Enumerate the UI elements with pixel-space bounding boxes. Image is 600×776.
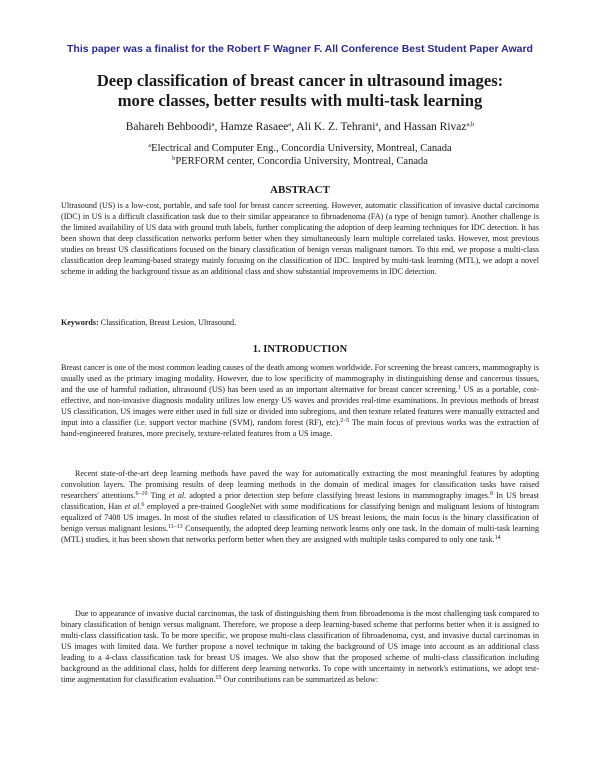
- title-line-1: Deep classification of breast cancer in ultrasound images:: [96, 71, 504, 90]
- citation-ref[interactable]: 11–13: [167, 524, 183, 530]
- title-line-2: more classes, better results with multi-task learning: [117, 91, 483, 110]
- text-run: Breast cancer is one of the most common leading causes of the death among women worldwide. For screening the breast cancers, mammography is usually used as the primary imaging modality. However, due to low specificity of mammography in distinguishing dense and cancerous tissues, and the use of harmful radiation, ultrasound (US) has been used as an important alternative for breast cancer screening.: [61, 363, 539, 394]
- keywords-label: Keywords:: [61, 318, 99, 327]
- author-name: Hassan Rivaz: [403, 121, 467, 133]
- citation-ref[interactable]: 8: [489, 491, 493, 497]
- text-run: Consequently, the adopted deep learning network learns only one task. In the domain of multi-task learning (MTL) studies, it has been shown that networks perform better when they are assigned with multiple tasks compared to only one task.: [61, 524, 539, 544]
- author-affil-mark: a: [375, 121, 379, 128]
- award-banner: This paper was a finalist for the Robert F Wagner F. All Conference Best Student Paper Award: [67, 43, 533, 55]
- affiliation-a: [40, 143, 560, 154]
- citation-ref[interactable]: 6–10: [135, 491, 148, 497]
- intro-paragraph-1: [61, 362, 539, 439]
- paper-title: [40, 71, 560, 111]
- intro-paragraph-2: [61, 468, 539, 545]
- citation-ref[interactable]: 1: [457, 385, 461, 391]
- affiliation-text: Electrical and Computer Eng., Concordia University, Montreal, Canada: [151, 143, 452, 154]
- affiliation-b: [40, 156, 560, 167]
- author-affil-mark: a,b: [466, 121, 475, 128]
- citation-ref[interactable]: 6: [141, 502, 145, 508]
- abstract-body: Ultrasound (US) is a low-cost, portable, and safe tool for breast cancer screening. However, automatic classification of invasive ductal carcinoma (IDC) in US is a difficult classification task due to their similar appearance to fibroadenoma (FA) (a type of benign tumor). Another challenge is the limited availability of US data with ground truth labels, further complicating the adoption of deep learning techniques for IDC detection. It has been shown that deep classification networks perform better when they simultaneously learn multiple correlated tasks. However, most previous studies on breast US classifications focused on the binary classification of benign versus malignant tumors. To this end, we propose a multi-class classification deep learning-based strategy mainly focusing on the classification of IDC. Inspired by multi-task learning (MTL), we adopt a novel scheme in adding the background tissue as an additional class and show substantial improvements in IDC detection.: [61, 201, 539, 276]
- text-run: Recent state-of-the-art deep learning methods have paved the way for automatically extracting the most meaningful features by adopting convolution layers. The promising results of deep learning methods in the domain of medical images for classification tasks have raised researchers' attentions.: [61, 469, 539, 500]
- introduction-heading: 1. INTRODUCTION: [252, 344, 348, 355]
- keywords: [61, 318, 539, 327]
- author-name: Bahareh Behboodi: [125, 121, 212, 133]
- text-run: Our contributions can be summarized as below:: [221, 675, 379, 684]
- author-name: Ali K. Z. Tehrani: [296, 121, 376, 133]
- text-run: US as a portable, cost-effective, and non-invasive diagnosis modality utilizes low energy US waves and provides real-time examinations. In previous methods of breast US classification, US images were either used in full size or divided into subregions, and then texture related features were manually extracted and input into a classifier (i.e. support vector machine (SVM), random forest (RF), etc).: [61, 385, 539, 427]
- affiliation-text: PERFORM center, Concordia University, Montreal, Canada: [175, 156, 428, 167]
- text-run: The main focus of previous works was the extraction of hand-engineered features, more precisely, texture-related features from a US image.: [61, 418, 539, 438]
- author-affil-mark: a: [211, 121, 215, 128]
- author-list: Bahareh Behboodi$^a$, Hamze Rasaee$^a$, Ali K. Z. Tehrani$^a$, and Hassan Rivaz$^{a,b}$: [125, 121, 475, 133]
- intro-paragraph-3: [61, 608, 539, 685]
- et-al: et al.: [124, 502, 142, 511]
- citation-ref[interactable]: 2–5: [340, 418, 350, 424]
- et-al: et al.: [168, 491, 187, 500]
- author-affil-mark: a: [288, 121, 292, 128]
- citation-ref[interactable]: 14: [494, 535, 501, 541]
- text-run: Due to appearance of invasive ductal carcinomas, the task of distinguishing them from fibroadenoma is the most challenging task compared to binary classification of benign versus malignant. Therefore, we propose a deep learning-based scheme that performs better when it is assigned to multi-class classification task. To be more specific, we propose multi-class classification of fibroadenoma, cyst, and invasive ductal carcinomas in US images with limited data. We further propose a novel technique in taking the background of US image into account as an additional class leading to a 4-class classification task for breast US images. We also show that the proposed scheme of multi-class classification including background as the additional class, holds for different deep learning networks. To cope with uncertainty in network's estimations, we adopt test-time augmentation for classification evaluation.: [61, 609, 539, 684]
- citation-ref[interactable]: 15: [215, 675, 222, 681]
- abstract-heading: ABSTRACT: [270, 184, 330, 196]
- keywords-text: Classification, Breast Lesion, Ultrasound.: [100, 318, 237, 327]
- text-run: employed a pre-trained GoogleNet with some modifications for classifying benign and malignant lesions of histogram equalized of 7408 US images. In most of the studies related to classification of US breast lesions, the main focus is the binary classification of benign versus malignant lesions.: [61, 502, 539, 533]
- text-run: adopted a prior detection step before classifying breast lesions in mammography images.: [186, 491, 490, 500]
- text-run: Ting: [147, 491, 169, 500]
- text-run: In US breast classification, Han: [61, 491, 539, 511]
- author-name: Hamze Rasaee: [220, 121, 289, 133]
- affiliation-mark: a: [148, 142, 152, 149]
- affiliation-mark: b: [172, 155, 176, 162]
